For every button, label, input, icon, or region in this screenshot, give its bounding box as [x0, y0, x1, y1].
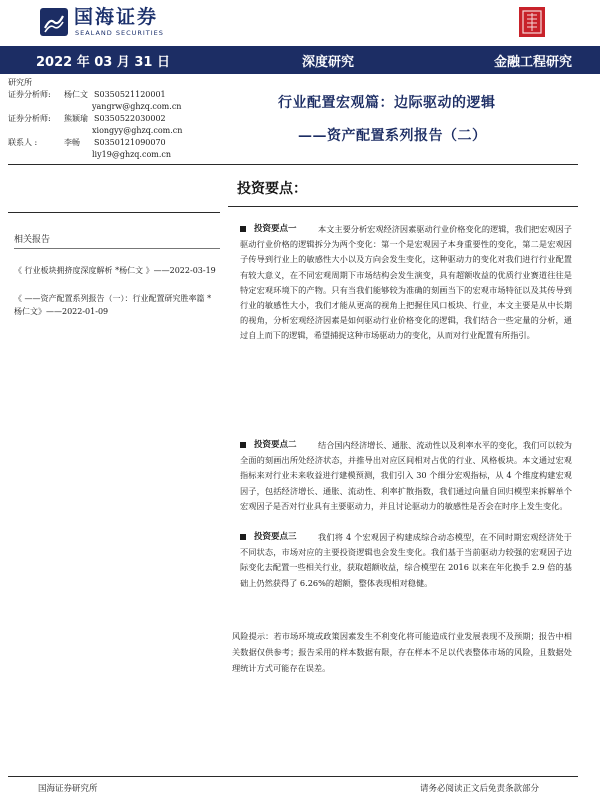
report-type: 深度研究 — [302, 55, 355, 70]
analyst-row — [8, 90, 166, 100]
brand-name-cn: 国海证券 — [74, 6, 159, 28]
point-lead: 投资要点三 — [254, 532, 297, 542]
report-subtitle: ——资产配置系列报告（二） — [298, 128, 487, 144]
company-logo — [40, 6, 166, 40]
divider — [8, 164, 578, 165]
analyst-row — [8, 114, 166, 124]
analyst-name: 李畅 — [64, 138, 80, 147]
footer-disclaimer: 请务必阅读正文后免责条款部分 — [420, 784, 540, 794]
point-lead: 投资要点二 — [254, 440, 297, 450]
analyst-cert: S0350521120001 — [94, 90, 166, 99]
related-reports-title: 相关报告 — [14, 235, 51, 245]
brand-name-en: SEALAND SECURITIES — [75, 29, 164, 37]
company-seal-icon — [516, 5, 550, 39]
analyst-role-label: 证券分析师: — [8, 90, 51, 99]
header-banner — [0, 46, 600, 74]
point-body: 我们将 4 个宏观因子构建成综合动态模型，在不同时期宏观经济处于不同状态，市场对应的主要投资逻辑也会发生变化。我们基于当前驱动力较强的宏观因子边际变化去配置一些相关行业，获取超额收益，综合模型在 2016 以来在年化换手 2.9 倍的基础上仍然获得了 6.26%的超额，整体表现相对稳健。 — [240, 532, 572, 588]
related-report-link[interactable]: 《 行业板块拥挤度深度解析 *杨仁文 》——2022-03-19 — [14, 266, 216, 275]
analyst-email[interactable]: xiongyy@ghzq.com.cn — [92, 126, 183, 135]
analyst-name: 熊颖瑜 — [64, 114, 88, 123]
bullet-icon — [240, 534, 246, 540]
investment-point — [240, 222, 572, 344]
divider — [14, 248, 220, 249]
related-report-link[interactable]: 《 ——资产配置系列报告（一）：行业配置研究胜率篇 *杨仁文》——2022-01-09 — [14, 294, 212, 316]
risk-warning: 风险提示：若市场环境或政策因素发生不利变化将可能造成行业发展表现不及预期；报告中相关数据仅供参考；报告采用的样本数据有限，存在样本不足以代表整体市场的风险，且数据处理统计方式可能存在误差。 — [232, 631, 572, 673]
department-name: 金融工程研究 — [494, 55, 573, 70]
divider — [228, 206, 578, 207]
point-lead: 投资要点一 — [254, 224, 297, 234]
bullet-icon — [240, 442, 246, 448]
analyst-role-label: 证券分析师: — [8, 114, 51, 123]
sealand-logo-icon — [40, 8, 68, 36]
point-body: 结合国内经济增长、通胀、流动性以及利率水平的变化，我们可以较为全面的刻画出所处经济状态，并推导出对应区间相对占优的行业、风格板块。本文通过宏观指标来对行业未来收益进行建模预测，我们引入 30 个细分宏观指标，从 4 个维度构建宏观因子，包括经济增长、通胀、流动性、利率扩散指数，我们通过向量自回归模型来拆解单个宏观因子是否对行业具有主要驱动力，并且讨论驱动力的敏感性是否会在时序上发生变化。 — [240, 440, 572, 511]
analyst-cert: S0350522030002 — [94, 114, 166, 123]
sidebar-dept-label: 研究所 — [8, 78, 32, 87]
analyst-email[interactable]: liy19@ghzq.com.cn — [92, 150, 172, 159]
report-title: 行业配置宏观篇：边际驱动的逻辑 — [278, 95, 496, 111]
investment-point — [240, 438, 572, 514]
section-title: 投资要点： — [237, 181, 307, 197]
investment-point — [240, 530, 572, 591]
divider — [8, 776, 578, 777]
bullet-icon — [240, 226, 246, 232]
analyst-name: 杨仁文 — [64, 90, 88, 99]
divider — [8, 212, 220, 213]
footer-left: 国海证券研究所 — [38, 784, 98, 794]
analyst-row — [8, 138, 166, 148]
report-date: 2022 年 03 月 31 日 — [36, 55, 170, 70]
point-body: 本文主要分析宏观经济因素驱动行业价格变化的逻辑，我们把宏观因子驱动行业价格的逻辑拆分为两个变化：第一个是宏观因子本身重要性的变化，第二是宏观因子传导到行业上的敏感性大小以及方向会发生变化，这种驱动力的变化对我们进行行业配置有较大意义，在不同宏观周期下市场结构会发生演变，具有超额收益的优质行业赛道往往是特定宏观环境下的产物。只有当我们能够较为准确的刻画当下的宏观市场特征以及其传导到行业的敏感性大小，我们才能从更高的视角上把握住风口板块、行业，本文主要是从中长期的视角，分析宏观经济因素是如何驱动行业价格变化的逻辑，我们结合一些定量的分析，通过自上而下的逻辑，希望捕捉这种市场驱动力的变化，从而对行业配置有所指引。 — [240, 224, 572, 341]
analyst-role-label: 联系人 : — [8, 138, 38, 147]
analyst-cert: S0350121090070 — [94, 138, 166, 147]
analyst-email[interactable]: yangrw@ghzq.com.cn — [92, 102, 182, 111]
